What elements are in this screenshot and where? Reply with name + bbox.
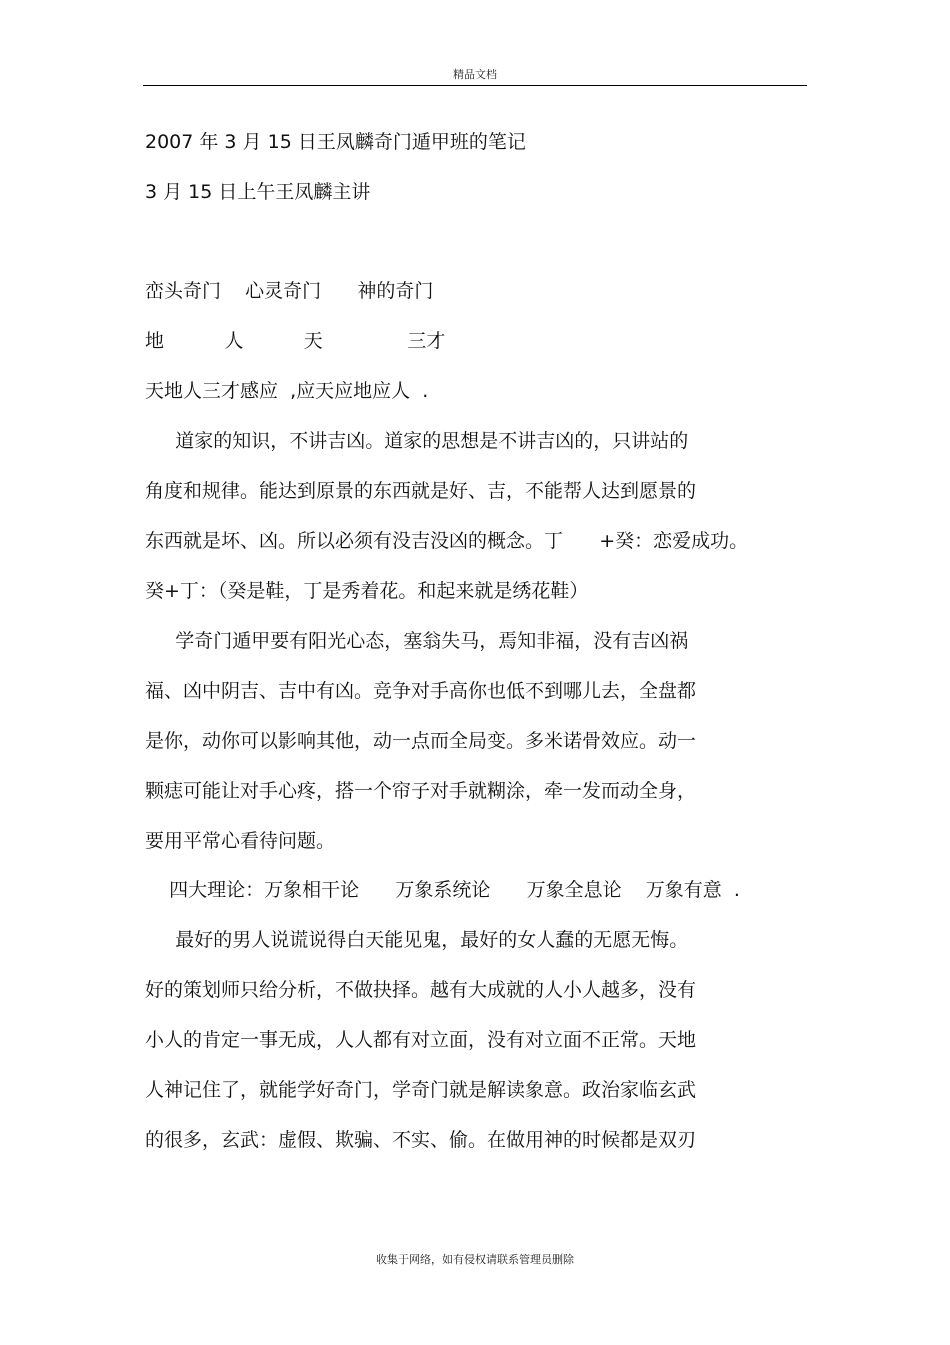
- text-line: 角度和规律。能达到原景的东西就是好、吉，不能帮人达到愿景的: [145, 480, 697, 502]
- text-line: 东西就是坏、凶。所以必须有没吉没凶的概念。丁 +癸：恋爱成功。: [145, 530, 749, 552]
- text-line: 学奇门遁甲要有阳光心态，塞翁失马，焉知非福，没有吉凶祸: [145, 630, 689, 652]
- text-line: 人神记住了，就能学好奇门，学奇门就是解读象意。政治家临玄武: [145, 1079, 697, 1101]
- text-line: 峦头奇门 心灵奇门 神的奇门: [145, 280, 434, 302]
- text-line: 福、凶中阴吉、吉中有凶。竞争对手高你也低不到哪儿去，全盘都: [145, 680, 697, 702]
- text-line: 颗痣可能让对手心疼，搭一个帘子对手就糊涂，牵一发而动全身，: [145, 780, 697, 802]
- footer-label: 收集于网络，如有侵权请联系管理员删除: [376, 1253, 574, 1266]
- note-title: 2007 年 3 月 15 日王凤麟奇门遁甲班的笔记: [145, 131, 526, 153]
- header-label: 精品文档: [453, 68, 497, 81]
- text-line: 癸+丁：（癸是鞋，丁是秀着花。和起来就是绣花鞋）: [145, 580, 589, 602]
- text-line: 最好的男人说谎说得白天能见鬼，最好的女人蠢的无愿无悔。: [145, 929, 689, 951]
- text-line: 的很多，玄武：虚假、欺骗、不实、偷。在做用神的时候都是双刃: [145, 1129, 697, 1151]
- note-subtitle: 3 月 15 日上午王凤麟主讲: [145, 181, 371, 203]
- header-divider: [143, 85, 807, 86]
- text-line: 四大理论：万象相干论 万象系统论 万象全息论 万象有意 .: [145, 879, 740, 901]
- text-line: 道家的知识，不讲吉凶。道家的思想是不讲吉凶的，只讲站的: [145, 430, 689, 452]
- text-line: 是你，动你可以影响其他，动一点而全局变。多米诺骨效应。动一: [145, 730, 697, 752]
- text-line: 要用平常心看待问题。: [145, 830, 336, 852]
- text-line: 天地人三才感应 ,应天应地应人 .: [145, 380, 429, 402]
- text-line: 地 人 天 三才: [145, 330, 446, 352]
- text-line: 小人的肯定一事无成，人人都有对立面，没有对立面不正常。天地: [145, 1029, 697, 1051]
- text-line: 好的策划师只给分析，不做抉择。越有大成就的人小人越多，没有: [145, 979, 697, 1001]
